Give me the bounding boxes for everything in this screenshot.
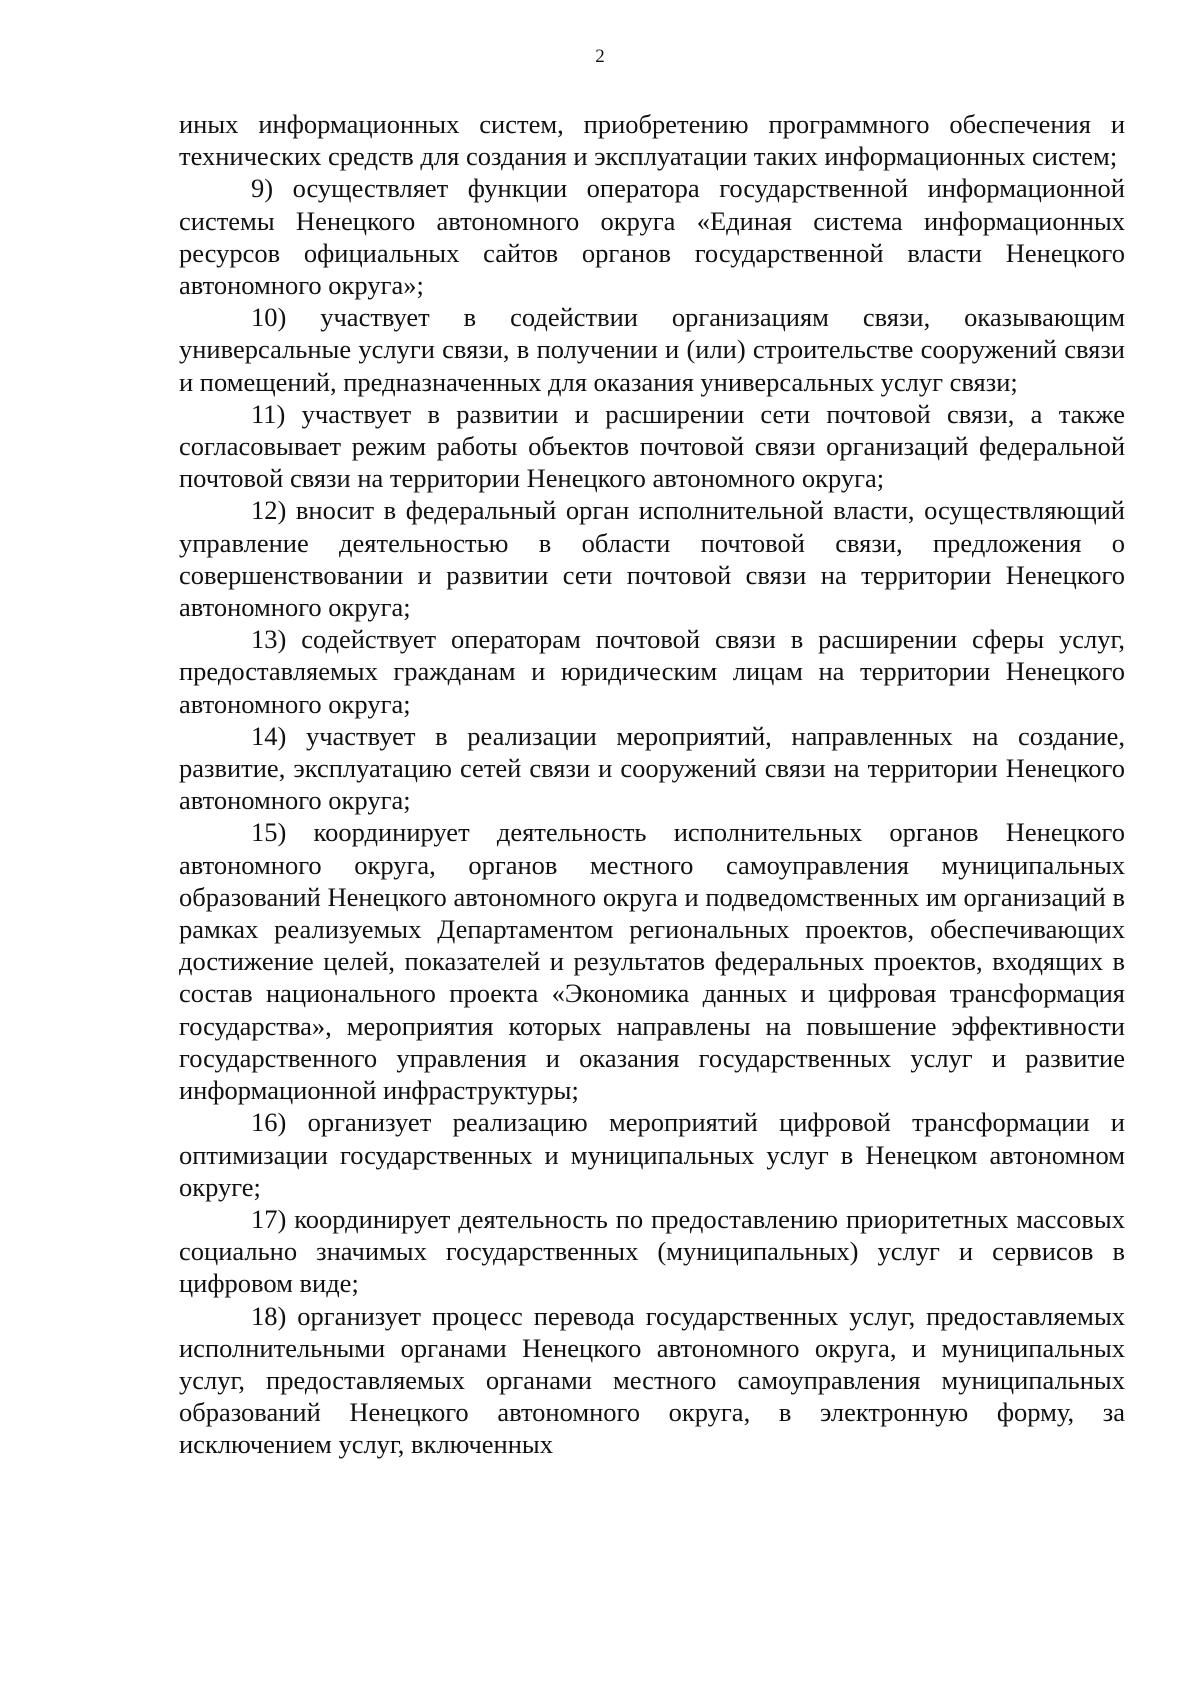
paragraph-item-13: 13) содействует операторам почтовой связи в расширении сферы услуг, предоставляемых гражданам и юридическим лицам на территории Ненецкого автономного округа; (179, 624, 1125, 719)
paragraph-item-14: 14) участвует в реализации мероприятий, направленных на создание, развитие, эксплуатацию сетей связи и сооружений связи на территории Ненецкого автономного округа; (179, 720, 1125, 816)
paragraph-item-9: 9) осуществляет функции оператора государственной информационной системы Ненецкого автономного округа «Единая система информационных ресурсов официальных сайтов органов государственной власти Ненецкого автономного округа»; (179, 173, 1125, 301)
paragraph-item-10: 10) участвует в содействии организациям связи, оказывающим универсальные услуги связи, в получении и (или) строительстве сооружений связи и помещений, предназначенных для оказания универсальных услуг связи; (179, 302, 1125, 397)
paragraph-item-17: 17) координирует деятельность по предоставлению приоритетных массовых социально значимых государственных (муниципальных) услуг и сервисов в цифровом виде; (179, 1203, 1125, 1299)
paragraph-continuation: иных информационных систем, приобретению программного обеспечения и технических средств для создания и эксплуатации таких информационных систем; (179, 109, 1125, 172)
paragraph-item-11: 11) участвует в развитии и расширении сети почтовой связи, а также согласовывает режим работы объектов почтовой связи организаций федеральной почтовой связи на территории Ненецкого автономного округа; (179, 398, 1125, 494)
paragraph-item-18: 18) организует процесс перевода государственных услуг, предоставляемых исполнительными органами Ненецкого автономного округа, и муниципальных услуг, предоставляемых органами местного самоуправления муниципальных образований Ненецкого автономного округа, в электронную форму, за исключением услуг, включенных (179, 1300, 1125, 1460)
paragraph-item-15: 15) координирует деятельность исполнительных органов Ненецкого автономного округа, органов местного самоуправления муниципальных образований Ненецкого автономного округа и подведомственных им организаций в рамках реализуемых Департаментом региональных проектов, обеспечивающих достижение целей, показателей и результатов федеральных проектов, входящих в состав национального проекта «Экономика данных и цифровая трансформация государства», мероприятия которых направлены на повышение эффективности государственного управления и оказания государственных услуг и развитие информационной инфраструктуры; (179, 817, 1125, 1106)
page-number: 2 (595, 46, 605, 67)
paragraph-item-16: 16) организует реализацию мероприятий цифровой трансформации и оптимизации государственных и муниципальных услуг в Ненецком автономном округе; (179, 1107, 1125, 1202)
document-body (179, 108, 1125, 1461)
paragraph-item-12: 12) вносит в федеральный орган исполнительной власти, осуществляющий управление деятельностью в области почтовой связи, предложения о совершенствовании и развитии сети почтовой связи на территории Ненецкого автономного округа; (179, 495, 1125, 623)
